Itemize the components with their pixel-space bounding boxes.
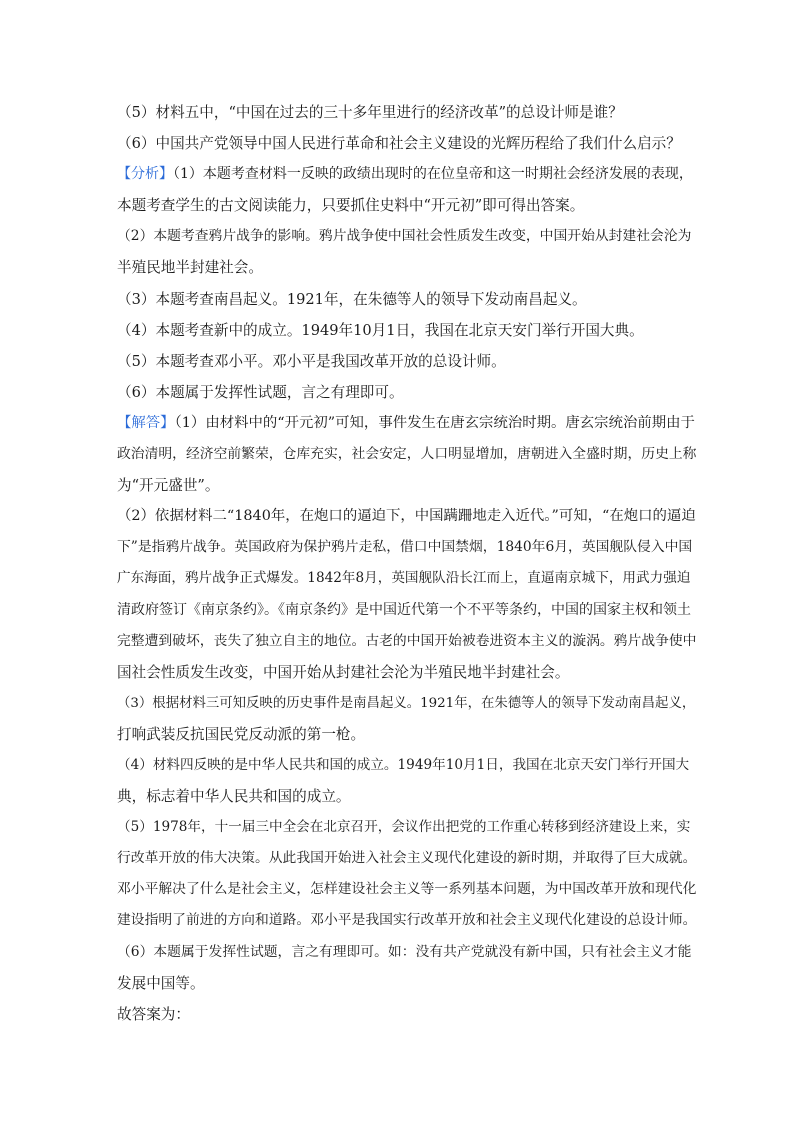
analysis-tag: 【分析】 — [117, 166, 173, 183]
question-6: （6）中国共产党领导中国人民进行革命和社会主义建设的光辉历程给了我们什么启示？ — [117, 135, 681, 153]
analysis-line-8: （6）本题属于发挥性试题，言之有理即可。 — [117, 383, 404, 401]
answer-line-16: 邓小平解决了什么是社会主义，怎样建设社会主义等一系列基本问题，为中国改革开放和现代化 — [117, 881, 697, 898]
answer-text: （1）由材料中的“开元初”可知，事件发生在唐玄宗统治时期。唐玄宗统治前期由于 — [174, 414, 695, 431]
answer-line-14: （5）1978年，十一届三中全会在北京召开，会议作出把党的工作重心转移到经济建设上来，实 — [117, 819, 691, 836]
answer-line-6: 广东海面，鸦片战争正式爆发。1842年8月，英国舰队沿长江而上，直逼南京城下，用武力强迫 — [117, 570, 691, 587]
analysis-line-5: （3）本题考查南昌起义。1921年，在朱德等人的领导下发动南昌起义。 — [117, 290, 587, 308]
analysis-line-6: （4）本题考查新中的成立。1949年10月1日，我国在北京天安门举行开国大典。 — [117, 321, 644, 339]
analysis-text: （1）本题考查材料一反映的政绩出现时的在位皇帝和这一时期社会经济发展的表现， — [173, 166, 693, 183]
answer-line-18: （6）本题属于发挥性试题，言之有理即可。如：没有共产党就没有新中国，只有社会主义才能 — [117, 943, 692, 960]
answer-line-1 — [117, 408, 697, 439]
answer-line-5: 下”是指鸦片战争。英国政府为保护鸦片走私，借口中国禁烟，1840年6月，英国舰队侵入中国 — [117, 539, 693, 556]
closing-line: 故答案为： — [117, 1005, 190, 1023]
analysis-line-1 — [117, 159, 697, 190]
answer-line-7: 清政府签订《南京条约》。《南京条约》是中国近代第一个不平等条约，中国的国家主权和领土 — [117, 601, 691, 618]
question-5: （5）材料五中，“中国在过去的三十多年里进行的经济改革”的总设计师是谁？ — [117, 104, 623, 121]
analysis-line-4: 半殖民地半封建社会。 — [117, 259, 263, 277]
analysis-line-3: （2）本题考查鸦片战争的影响。鸦片战争使中国社会性质发生改变，中国开始从封建社会沦为 — [117, 228, 692, 245]
answer-line-8: 完整遭到破坏，丧失了独立自主的地位。古老的中国开始被卷进资本主义的漩涡。鸦片战争使中 — [117, 632, 697, 649]
answer-line-10: （3）根据材料三可知反映的历史事件是南昌起义。1921年，在朱德等人的领导下发动南昌起义， — [117, 695, 696, 711]
analysis-line-7: （5）本题考查邓小平。邓小平是我国改革开放的总设计师。 — [117, 352, 506, 370]
answer-line-12: （4）材料四反映的是中华人民共和国的成立。1949年10月1日，我国在北京天安门举行开国大 — [117, 756, 690, 773]
answer-line-17: 建设指明了前进的方向和道路。邓小平是我国实行改革开放和社会主义现代化建设的总设计师。 — [117, 912, 697, 929]
answer-line-15: 行改革开放的伟大决策。从此我国开始进入社会主义现代化建设的新时期，并取得了巨大成就。 — [117, 850, 697, 867]
answer-line-11: 打响武装反抗国民党反动派的第一枪。 — [117, 725, 366, 743]
answer-line-19: 发展中国等。 — [117, 974, 205, 992]
answer-line-4: （2）依据材料二“1840年，在炮口的逼迫下，中国蹒跚地走入近代。”可知，“在炮口的逼迫 — [117, 508, 696, 525]
document-body — [117, 97, 697, 1030]
answer-tag: 【解答】 — [117, 414, 175, 431]
answer-line-13: 典，标志着中华人民共和国的成立。 — [117, 788, 351, 806]
answer-line-3: 为“开元盛世”。 — [117, 477, 220, 495]
answer-line-9: 国社会性质发生改变，中国开始从封建社会沦为半殖民地半封建社会。 — [117, 663, 570, 681]
answer-line-2: 政治清明，经济空前繁荣，仓库充实，社会安定，人口明显增加，唐朝进入全盛时期，历史上称 — [117, 446, 697, 463]
analysis-line-2: 本题考查学生的古文阅读能力，只要抓住史料中“开元初”即可得出答案。 — [117, 197, 585, 215]
